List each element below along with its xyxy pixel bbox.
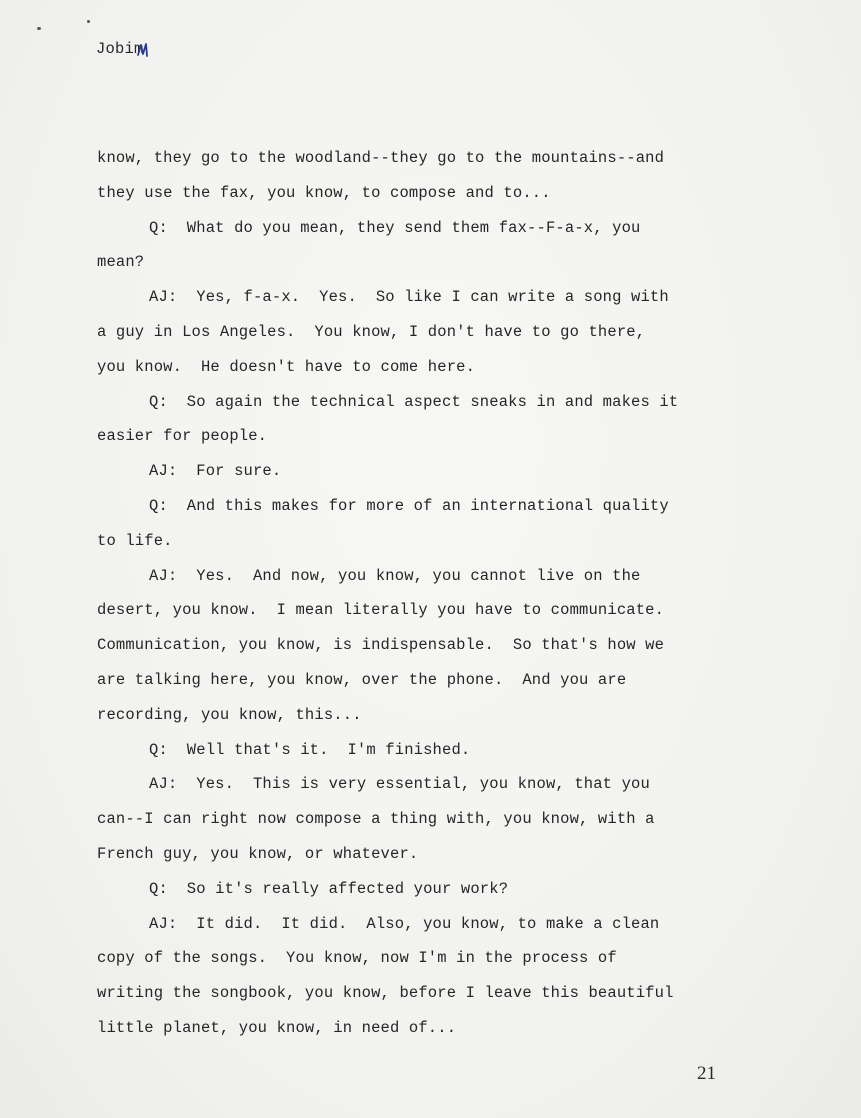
paper-speck <box>87 20 90 23</box>
transcript-line: Communication, you know, is indispensable. So that's how we <box>97 636 665 655</box>
transcript-line: easier for people. <box>97 427 268 446</box>
transcript-line: copy of the songs. You know, now I'm in the process of <box>97 949 617 968</box>
transcript-line: Q: What do you mean, they send them fax--F-a-x, you <box>149 218 641 237</box>
transcript-line: Q: So again the technical aspect sneaks in and makes it <box>149 392 679 411</box>
page-number: 21 <box>697 1063 716 1084</box>
transcript-line: writing the songbook, you know, before I leave this beautiful <box>97 984 674 1003</box>
transcript-line: AJ: Yes, f-a-x. Yes. So like I can write a song with <box>149 288 669 307</box>
transcript-line: mean? <box>97 253 145 272</box>
transcript-line: Q: So it's really affected your work? <box>149 879 509 898</box>
transcript-line: French guy, you know, or whatever. <box>97 844 419 863</box>
header-name: Jobim <box>96 40 144 58</box>
transcript-line: AJ: Yes. This is very essential, you know, that you <box>149 775 650 794</box>
transcript-line: AJ: Yes. And now, you know, you cannot live on the <box>149 566 641 585</box>
transcript-line: Q: Well that's it. I'm finished. <box>149 740 471 759</box>
transcript-line: desert, you know. I mean literally you have to communicate. <box>97 601 665 620</box>
transcript-line: AJ: It did. It did. Also, you know, to make a clean <box>149 914 660 933</box>
transcript-line: to life. <box>97 531 173 550</box>
transcript-line: AJ: For sure. <box>149 462 282 481</box>
transcript-line: know, they go to the woodland--they go to the mountains--and <box>97 149 665 167</box>
transcript-line: a guy in Los Angeles. You know, I don't have to go there, <box>97 322 646 341</box>
transcript-line: they use the fax, you know, to compose and to... <box>97 183 551 202</box>
handwritten-correction-mark <box>136 42 150 58</box>
transcript-line: little planet, you know, in need of... <box>97 1018 457 1037</box>
transcript-line: you know. He doesn't have to come here. <box>97 357 476 376</box>
transcript-line: are talking here, you know, over the phone. And you are <box>97 670 627 689</box>
transcript-line: recording, you know, this... <box>97 705 362 724</box>
paper-speck <box>37 27 41 30</box>
transcript-body <box>97 141 727 1046</box>
transcript-line: can--I can right now compose a thing with, you know, with a <box>97 810 655 829</box>
transcript-line: Q: And this makes for more of an international quality <box>149 496 669 515</box>
